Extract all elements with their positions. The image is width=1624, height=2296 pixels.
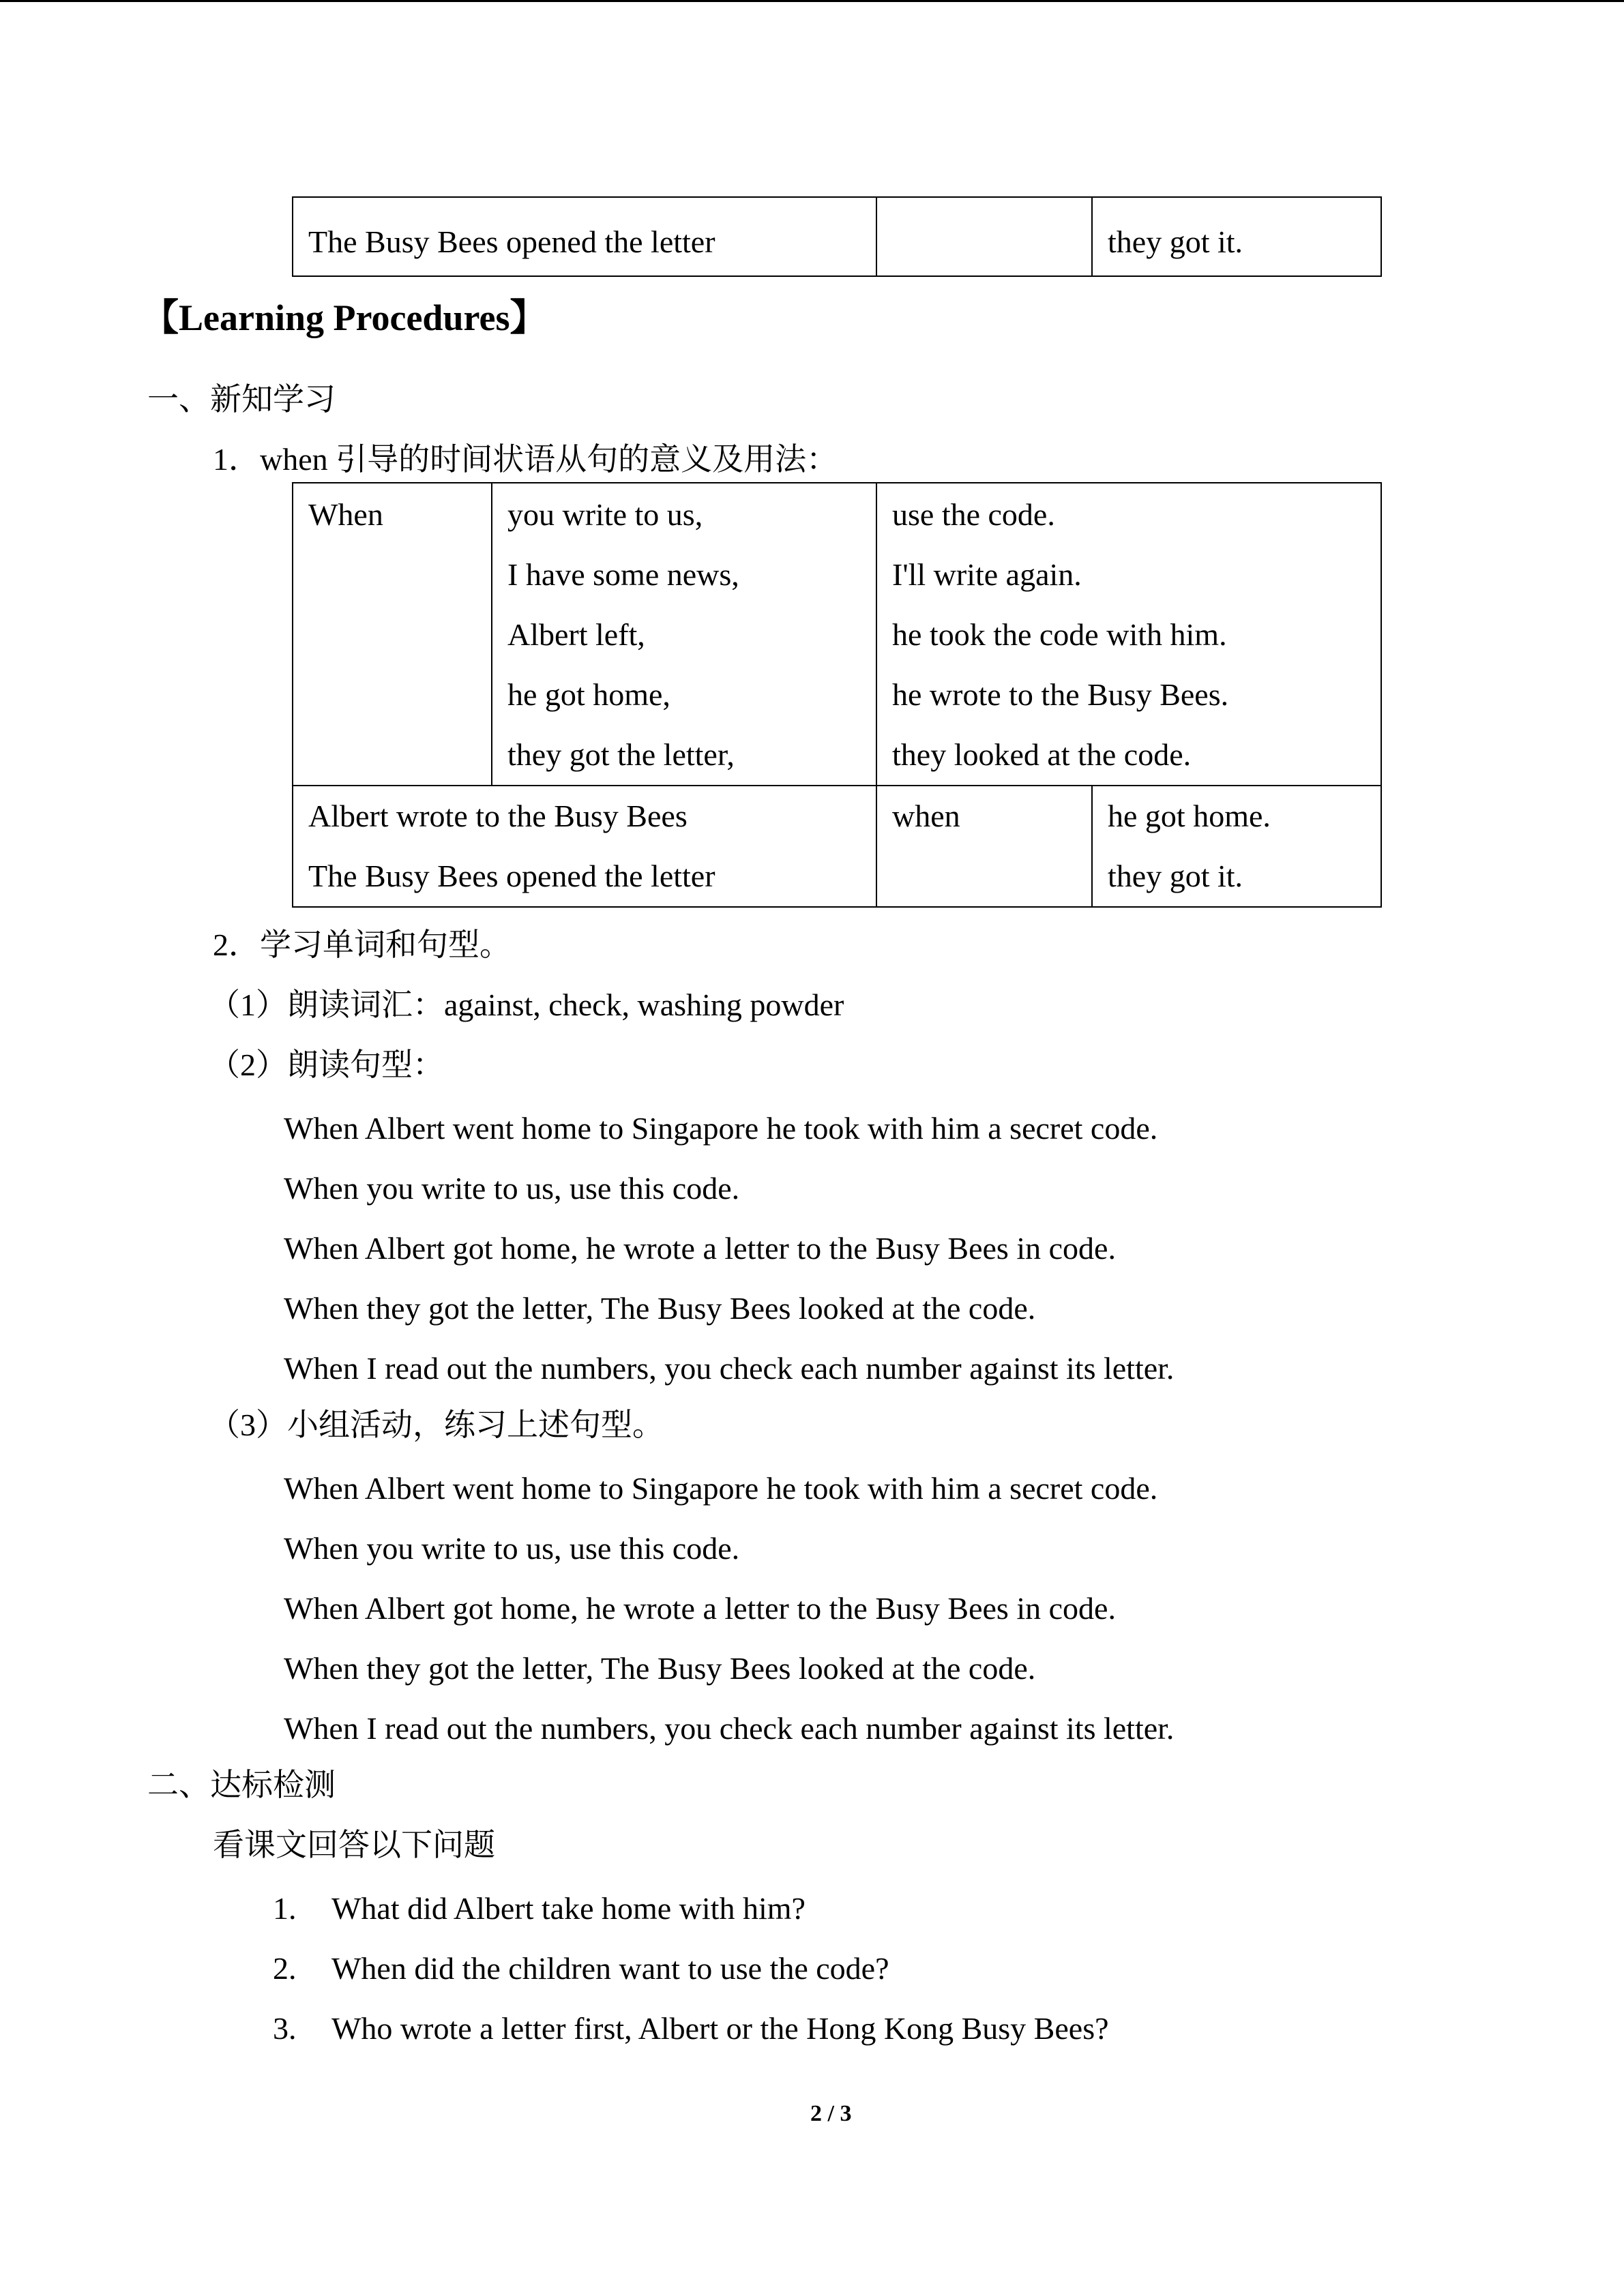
section1-title: 一、新知学习 (147, 382, 336, 417)
clauses-cell (492, 483, 876, 786)
section2-title: 二、达标检测 (147, 1768, 336, 1802)
main-line: he wrote to the Busy Bees. (892, 677, 1229, 712)
question-number: 1. (273, 1891, 297, 1926)
question-text: When did the children want to use the code? (331, 1951, 889, 1986)
lower-mid-cell: when (876, 786, 1092, 907)
lower-left-cell: Albert wrote to the Busy Bees The Busy Bees opened the letter (293, 786, 876, 907)
clause-line: I have some news, (507, 557, 739, 592)
sentence-a-2: When you write to us, use this code. (284, 1171, 740, 1206)
sentence-b-1: When Albert went home to Singapore he took with him a secret code. (284, 1471, 1158, 1506)
question-text: What did Albert take home with him? (331, 1891, 806, 1926)
question-number: 3. (273, 2011, 297, 2046)
section2-instruction: 看课文回答以下问题 (213, 1828, 495, 1862)
mains-cell (876, 483, 1381, 786)
main-line: use the code. (892, 497, 1055, 532)
when-clause-table (292, 482, 1382, 908)
sentence-a-4: When they got the letter, The Busy Bees looked at the code. (284, 1291, 1036, 1326)
sentence-a-1: When Albert went home to Singapore he took with him a secret code. (284, 1111, 1158, 1146)
clause-line: they got the letter, (507, 737, 735, 772)
question-text: Who wrote a letter first, Albert or the Hong Kong Busy Bees? (331, 2011, 1109, 2046)
section1-item2: 2．学习单词和句型。 (213, 927, 511, 962)
sub3-group-activity: （3）小组活动，练习上述句型。 (209, 1407, 664, 1442)
page-number: 2 / 3 (810, 2101, 852, 2126)
sentence-a-5: When I read out the numbers, you check each number against its letter. (284, 1351, 1175, 1386)
main-line: they looked at the code. (892, 737, 1192, 772)
top-table-cell-2 (876, 197, 1092, 276)
clause-line: you write to us, (507, 497, 703, 532)
section1-item1: 1．when 引导的时间状语从句的意义及用法： (213, 442, 838, 477)
sentence-b-4: When they got the letter, The Busy Bees looked at the code. (284, 1651, 1036, 1686)
main-line: I'll write again. (892, 557, 1082, 592)
sub2-sentences: （2）朗读句型： (209, 1047, 444, 1082)
top-table (292, 196, 1382, 277)
sentence-b-5: When I read out the numbers, you check each number against its letter. (284, 1711, 1175, 1746)
clause-line: he got home, (507, 677, 670, 712)
sub1-vocabulary: （1）朗读词汇：against, check, washing powder (209, 987, 844, 1022)
heading-learning-procedures: 【Learning Procedures】 (142, 297, 547, 338)
top-table-cell-3: they got it. (1092, 197, 1381, 276)
sentence-b-3: When Albert got home, he wrote a letter to the Busy Bees in code. (284, 1591, 1116, 1626)
sentence-b-2: When you write to us, use this code. (284, 1531, 740, 1566)
sentence-a-3: When Albert got home, he wrote a letter to the Busy Bees in code. (284, 1231, 1116, 1266)
clause-line: Albert left, (507, 617, 645, 652)
top-table-cell-1: The Busy Bees opened the letter (293, 197, 876, 276)
when-cell: When (293, 483, 492, 786)
main-line: he took the code with him. (892, 617, 1227, 652)
top-border-line (0, 0, 1624, 2)
lower-right-cell: he got home. they got it. (1092, 786, 1381, 907)
question-number: 2. (273, 1951, 297, 1986)
